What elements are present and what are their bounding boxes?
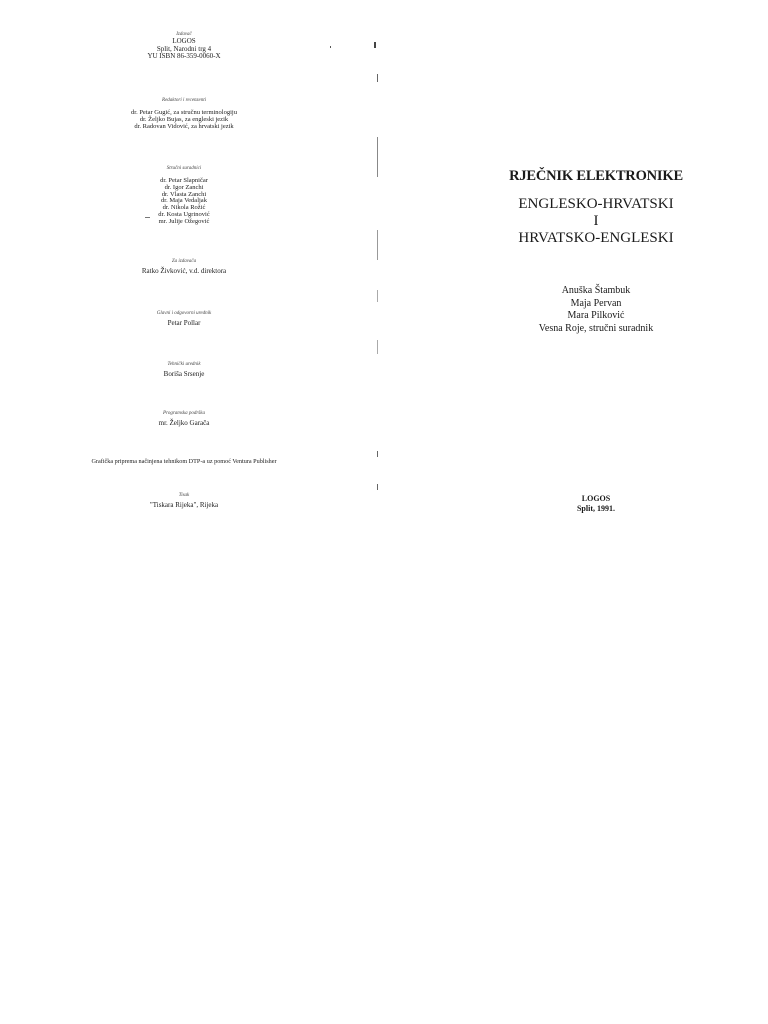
book-subtitle: [480, 196, 712, 247]
editor-line: dr. Petar Gugić, za stručnu terminologiju: [131, 109, 237, 116]
technical-editor-name: Boriša Srsenje: [163, 370, 205, 378]
authors-list: [480, 285, 712, 335]
scan-speck: [377, 484, 378, 490]
contributor-line: mr. Julije Ožegović: [158, 217, 210, 225]
subtitle-line: ENGLESKO-HRVATSKI: [518, 196, 674, 212]
scan-speck: [330, 46, 331, 48]
software-support-name: mr. Željko Garača: [158, 419, 210, 427]
scan-speck: [374, 42, 376, 48]
publisher-address: Split, Narodni trg 4: [156, 44, 212, 53]
publisher-name: LOGOS: [581, 494, 611, 503]
editors-heading: Redaktori i recenzenti: [162, 98, 206, 103]
publisher-name: LOGOS: [172, 37, 196, 45]
graphic-prep-block: [14, 458, 354, 466]
subtitle-line: I: [593, 213, 599, 229]
title-page: [384, 0, 768, 1024]
software-support-block: [34, 410, 334, 428]
editors-block: [34, 97, 334, 130]
page-gutter-line: [377, 340, 378, 354]
chief-editor-block: [34, 310, 334, 328]
scan-speck: [145, 217, 150, 218]
scan-speck: [377, 74, 378, 82]
isbn: YU ISBN 86-359-0060-X: [147, 52, 221, 60]
publisher-block: [34, 31, 334, 61]
chief-editor-name: Petar Pollar: [167, 319, 201, 327]
author-name: Anuška Štambuk: [561, 285, 631, 296]
publisher-imprint: [480, 494, 712, 514]
print-heading: Tisak: [178, 493, 190, 498]
director-line: Ratko Živković, v.d. direktora: [141, 267, 227, 275]
author-name: Mara Pilković: [567, 310, 625, 321]
for-publisher-heading: Za izdavača: [171, 259, 197, 264]
software-support-heading: Programska podrška: [163, 411, 205, 416]
page-gutter-line: [377, 290, 378, 302]
technical-editor-heading: Tehnički urednik: [167, 362, 201, 367]
chief-editor-heading: Glavni i odgovorni urednik: [156, 311, 212, 316]
page-gutter-line: [377, 137, 378, 177]
place-year: Split, 1991.: [576, 504, 615, 513]
contributor-line: dr. Maja Vedaljak: [161, 197, 207, 205]
contributors-block: [34, 165, 334, 226]
page-gutter-line: [377, 230, 378, 260]
book-title: RJEČNIK ELEKTRONIKE: [509, 168, 683, 184]
contributor-line: dr. Petar Slapničar: [160, 177, 208, 184]
technical-editor-block: [34, 361, 334, 379]
contributor-line: dr. Igor Zanchi: [164, 183, 204, 191]
author-name: Maja Pervan: [570, 297, 622, 309]
graphic-prep-note: Grafička priprema načinjena tehnikom DTP-a uz pomoć Ventura Publisher: [91, 458, 277, 465]
scan-speck: [377, 451, 378, 457]
editor-line: dr. Radovan Vidović, za hrvatski jezik: [134, 122, 234, 130]
editor-line: dr. Željko Bujas, za engleski jezik: [139, 115, 229, 123]
contributors-heading: Stručni suradnici: [166, 166, 202, 171]
author-name: Vesna Roje, stručni suradnik: [538, 322, 654, 334]
contributor-line: dr. Nikola Rožić: [162, 204, 206, 212]
publisher-heading: Izdavač: [176, 32, 192, 37]
contributor-line: dr. Vlasta Zanchi: [161, 190, 207, 198]
print-block: [34, 492, 334, 510]
printer-name: "Tiskara Rijeka", Rijeka: [149, 501, 219, 509]
contributor-line: dr. Kosta Ugrinović: [158, 210, 210, 218]
subtitle-line: HRVATSKO-ENGLESKI: [518, 230, 674, 246]
for-publisher-block: [34, 258, 334, 276]
